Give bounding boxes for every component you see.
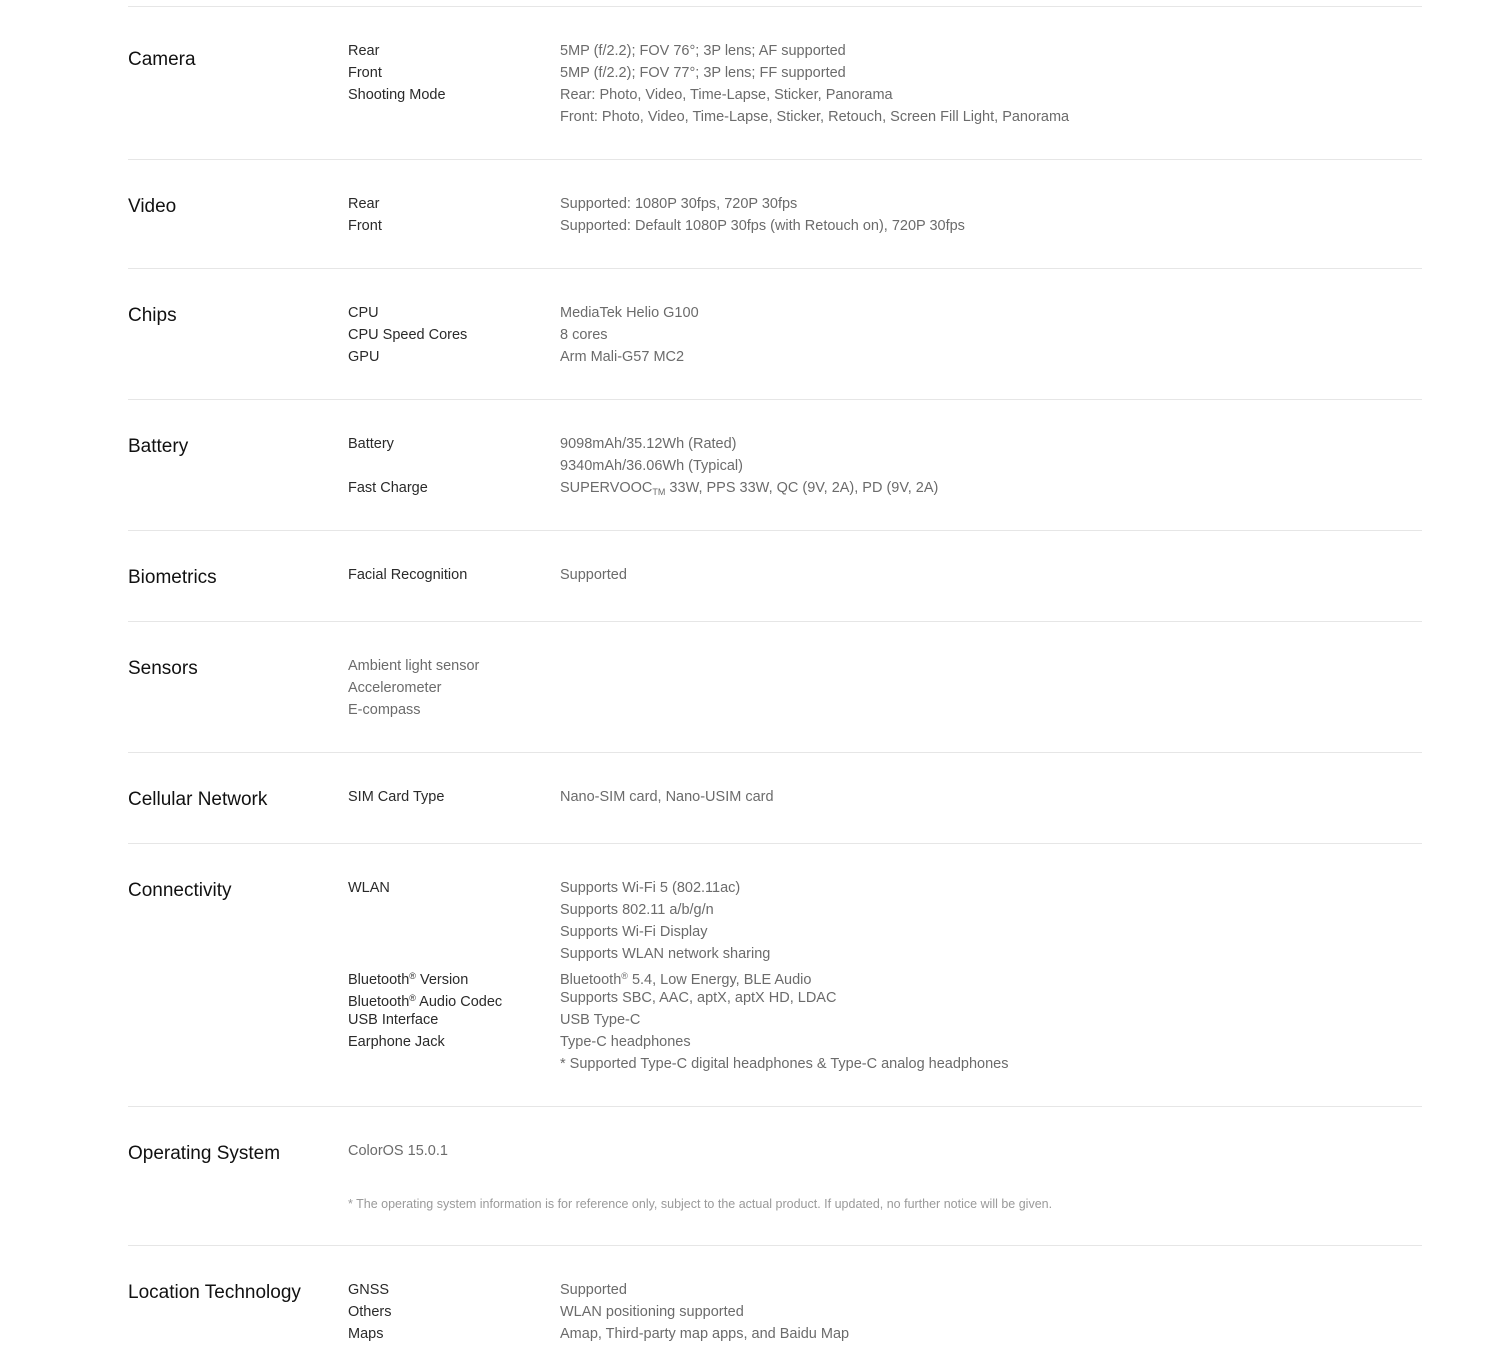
sensor-item: E-compass	[348, 702, 421, 718]
spec-label: Front	[348, 65, 382, 81]
section-biometrics	[128, 531, 1422, 622]
spec-label: Maps	[348, 1326, 384, 1342]
spec-labels	[348, 433, 558, 499]
spec-label-spacer	[348, 455, 558, 477]
registered-mark: ®	[621, 971, 628, 981]
section-title: Chips	[128, 305, 177, 326]
spec-labels	[348, 786, 558, 808]
spec-values	[560, 877, 1420, 1075]
section-sensors	[128, 622, 1422, 753]
spec-value: Supports Wi-Fi 5 (802.11ac)	[560, 880, 741, 896]
spec-value-bt-version	[560, 965, 1420, 987]
spec-label: USB Interface	[348, 1012, 439, 1028]
sensor-list	[348, 655, 748, 721]
registered-mark: ®	[409, 971, 416, 981]
os-disclaimer: * The operating system information is for reference only, subject to the actual product. If updated, no further notice will be given.	[348, 1197, 1053, 1211]
os-value: ColorOS 15.0.1	[348, 1143, 448, 1159]
trademark-mark: TM	[652, 487, 666, 497]
spec-label: Rear	[348, 43, 380, 59]
spec-value: Arm Mali-G57 MC2	[560, 349, 685, 365]
bt-codec-word: Audio Codec	[415, 994, 503, 1010]
spec-values	[560, 302, 1420, 368]
section-location-technology	[128, 1246, 1422, 1358]
spec-label: Rear	[348, 196, 380, 212]
spec-value: Supported: 1080P 30fps, 720P 30fps	[560, 196, 798, 212]
spec-label: Facial Recognition	[348, 567, 468, 583]
spec-label: GNSS	[348, 1282, 390, 1298]
section-chips	[128, 269, 1422, 400]
spec-labels	[348, 564, 558, 586]
spec-value: Supports Wi-Fi Display	[560, 924, 708, 940]
spec-value: Front: Photo, Video, Time-Lapse, Sticker, Retouch, Screen Fill Light, Panorama	[560, 109, 1070, 125]
spec-value: WLAN positioning supported	[560, 1304, 744, 1320]
spec-label: WLAN	[348, 880, 390, 896]
spec-value: 9098mAh/35.12Wh (Rated)	[560, 436, 737, 452]
section-battery	[128, 400, 1422, 531]
fast-charge-brand: SUPERVOOC	[560, 480, 653, 496]
spec-label: Battery	[348, 436, 394, 452]
top-divider	[128, 0, 1422, 7]
bt-version-value: 5.4, Low Energy, BLE Audio	[627, 972, 812, 988]
spec-value: Supported	[560, 567, 627, 583]
section-title: Location Technology	[128, 1282, 301, 1303]
spec-value: Nano-SIM card, Nano-USIM card	[560, 789, 774, 805]
spec-value: Supported	[560, 1282, 627, 1298]
spec-label: Shooting Mode	[348, 87, 446, 103]
spec-value: USB Type-C	[560, 1012, 641, 1028]
section-connectivity	[128, 844, 1422, 1107]
section-camera	[128, 7, 1422, 160]
spacer	[348, 943, 558, 965]
spec-values	[348, 1140, 748, 1162]
spec-values	[560, 433, 1420, 499]
spec-value: * Supported Type-C digital headphones & Type-C analog headphones	[560, 1056, 1009, 1072]
spec-values	[560, 1279, 1420, 1345]
section-title: Camera	[128, 49, 196, 70]
spec-label: GPU	[348, 349, 380, 365]
spec-values	[560, 40, 1420, 128]
spec-value-fast-charge	[560, 477, 1420, 499]
spacer	[348, 899, 558, 921]
spec-value: Supported: Default 1080P 30fps (with Retouch on), 720P 30fps	[560, 218, 965, 234]
spec-label: Others	[348, 1304, 392, 1320]
spec-label: Earphone Jack	[348, 1034, 445, 1050]
spec-value: 8 cores	[560, 327, 608, 343]
spec-value: Type-C headphones	[560, 1034, 691, 1050]
spec-label: SIM Card Type	[348, 789, 445, 805]
spec-labels	[348, 1279, 558, 1345]
spec-value: MediaTek Helio G100	[560, 305, 699, 321]
spec-value: 9340mAh/36.06Wh (Typical)	[560, 458, 743, 474]
spacer	[348, 921, 558, 943]
section-video	[128, 160, 1422, 269]
section-title: Video	[128, 196, 177, 217]
section-title: Biometrics	[128, 567, 217, 588]
spec-value: Amap, Third-party map apps, and Baidu Map	[560, 1326, 850, 1342]
spec-values	[560, 786, 1420, 808]
spec-value: Supports SBC, AAC, aptX, aptX HD, LDAC	[560, 990, 837, 1006]
section-cellular-network	[128, 753, 1422, 844]
spec-labels	[348, 877, 558, 1053]
sensor-item: Accelerometer	[348, 680, 442, 696]
section-title: Sensors	[128, 658, 198, 679]
section-title: Connectivity	[128, 880, 232, 901]
fast-charge-specs: 33W, PPS 33W, QC (9V, 2A), PD (9V, 2A)	[665, 480, 939, 496]
spec-label: Front	[348, 218, 382, 234]
bt-word: Bluetooth	[348, 994, 410, 1010]
spec-values	[560, 193, 1420, 237]
bt-version-word: Version	[415, 972, 469, 988]
section-operating-system	[128, 1107, 1422, 1246]
spec-value: Rear: Photo, Video, Time-Lapse, Sticker, Panorama	[560, 87, 893, 103]
spec-value: Supports 802.11 a/b/g/n	[560, 902, 714, 918]
spec-table	[128, 0, 1422, 1358]
spec-label-bt-codec	[348, 987, 558, 1009]
spec-label-bt-version	[348, 965, 558, 987]
spec-labels	[348, 193, 558, 237]
registered-mark: ®	[409, 993, 416, 1003]
spec-value: 5MP (f/2.2); FOV 77°; 3P lens; FF supported	[560, 65, 846, 81]
section-title: Operating System	[128, 1143, 281, 1164]
bt-word: Bluetooth	[348, 972, 410, 988]
spec-label: Fast Charge	[348, 480, 428, 496]
bt-word: Bluetooth	[560, 972, 622, 988]
spec-values	[560, 564, 1420, 586]
spec-value: Supports WLAN network sharing	[560, 946, 771, 962]
spec-labels	[348, 302, 558, 368]
spec-value: 5MP (f/2.2); FOV 76°; 3P lens; AF supported	[560, 43, 846, 59]
section-title: Battery	[128, 436, 189, 457]
section-title: Cellular Network	[128, 789, 268, 810]
sensor-item: Ambient light sensor	[348, 658, 480, 674]
spec-label: CPU Speed Cores	[348, 327, 468, 343]
spec-label: CPU	[348, 305, 379, 321]
spec-labels	[348, 40, 558, 106]
